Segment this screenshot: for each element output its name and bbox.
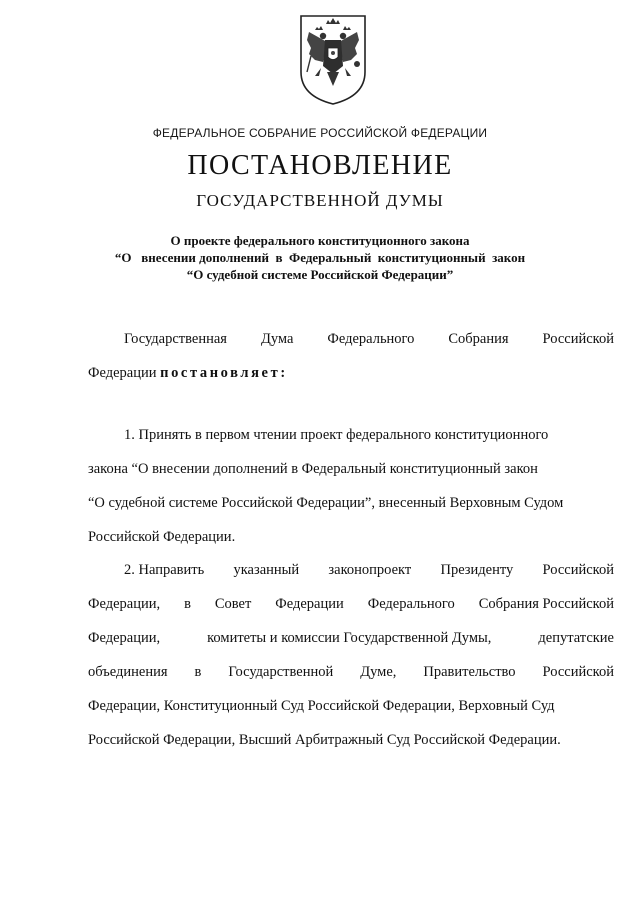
clause-1-paragraph (88, 418, 614, 554)
clause-word: Российской (542, 664, 614, 680)
clause-word: указанный (233, 562, 300, 578)
preamble-word: Собрания (448, 331, 509, 347)
preamble-word: Дума (260, 331, 294, 347)
clause-line: Федерации, Конституционный Суд Российской Федерации, Верховный Суд (88, 698, 555, 714)
clause-word: депутатские (538, 630, 614, 646)
clause-word: 2. Направить (124, 562, 205, 578)
document-issuer: ГОСУДАРСТВЕННОЙ ДУМЫ (196, 191, 444, 210)
clause-line: Российской Федерации, Высший Арбитражный Суд Российской Федерации. (88, 732, 561, 748)
preamble-line (88, 322, 614, 356)
clause-word: Совет (214, 596, 252, 612)
clause-word: Правительство (423, 664, 516, 680)
preamble-word: Государственная (124, 331, 227, 347)
clause-word: Государственной (228, 664, 334, 680)
preamble-word: Российской (542, 331, 614, 347)
clause-word: Российской (542, 562, 614, 578)
clause-line: Российской Федерации. (88, 529, 236, 545)
preamble-word: Федерации (88, 365, 157, 381)
clause-line: 1. Принять в первом чтении проект федерального конституционного (124, 427, 549, 443)
clause-word: в (184, 596, 191, 612)
subject-line: О проекте федерального конституционного закона (170, 233, 470, 248)
clause-line (88, 587, 614, 621)
clause-word: Федерации, (88, 596, 161, 612)
preamble-word: Федерального (327, 331, 415, 347)
clause-word: Федерации, (88, 630, 161, 646)
subject-line: “О внесении дополнений в Федеральный конституционный закон (114, 250, 526, 265)
clause-word: комитеты и комиссии Государственной Думы, (207, 630, 492, 646)
document-subject (0, 232, 640, 283)
russian-coat-of-arms-icon (297, 12, 369, 108)
clause-word: Федерации (275, 596, 344, 612)
decree-word: постановляет: (160, 365, 288, 381)
clause-word: в (194, 664, 202, 680)
clause-line (88, 621, 614, 655)
organization-name: ФЕДЕРАЛЬНОЕ СОБРАНИЕ РОССИЙСКОЙ ФЕДЕРАЦИИ (152, 126, 488, 140)
clause-word: объединения (88, 664, 168, 680)
clause-word: Собрания Российской (478, 596, 614, 612)
clause-word: Думе, (360, 664, 397, 680)
clause-2-paragraph (88, 553, 614, 757)
preamble-paragraph (88, 322, 614, 390)
clause-word: Президенту (440, 562, 514, 578)
subject-line: “О судебной системе Российской Федерации” (186, 267, 454, 282)
preamble-line (88, 356, 614, 390)
document-type-title: ПОСТАНОВЛЕНИЕ (187, 150, 453, 181)
clause-line: закона “О внесении дополнений в Федеральный конституционный закон (88, 461, 538, 477)
clause-line: “О судебной системе Российской Федерации”, внесенный Верховным Судом (88, 495, 564, 511)
clause-word: законопроект (328, 562, 412, 578)
clause-line (88, 553, 614, 587)
clause-line (88, 655, 614, 689)
clause-word: Федерального (367, 596, 455, 612)
